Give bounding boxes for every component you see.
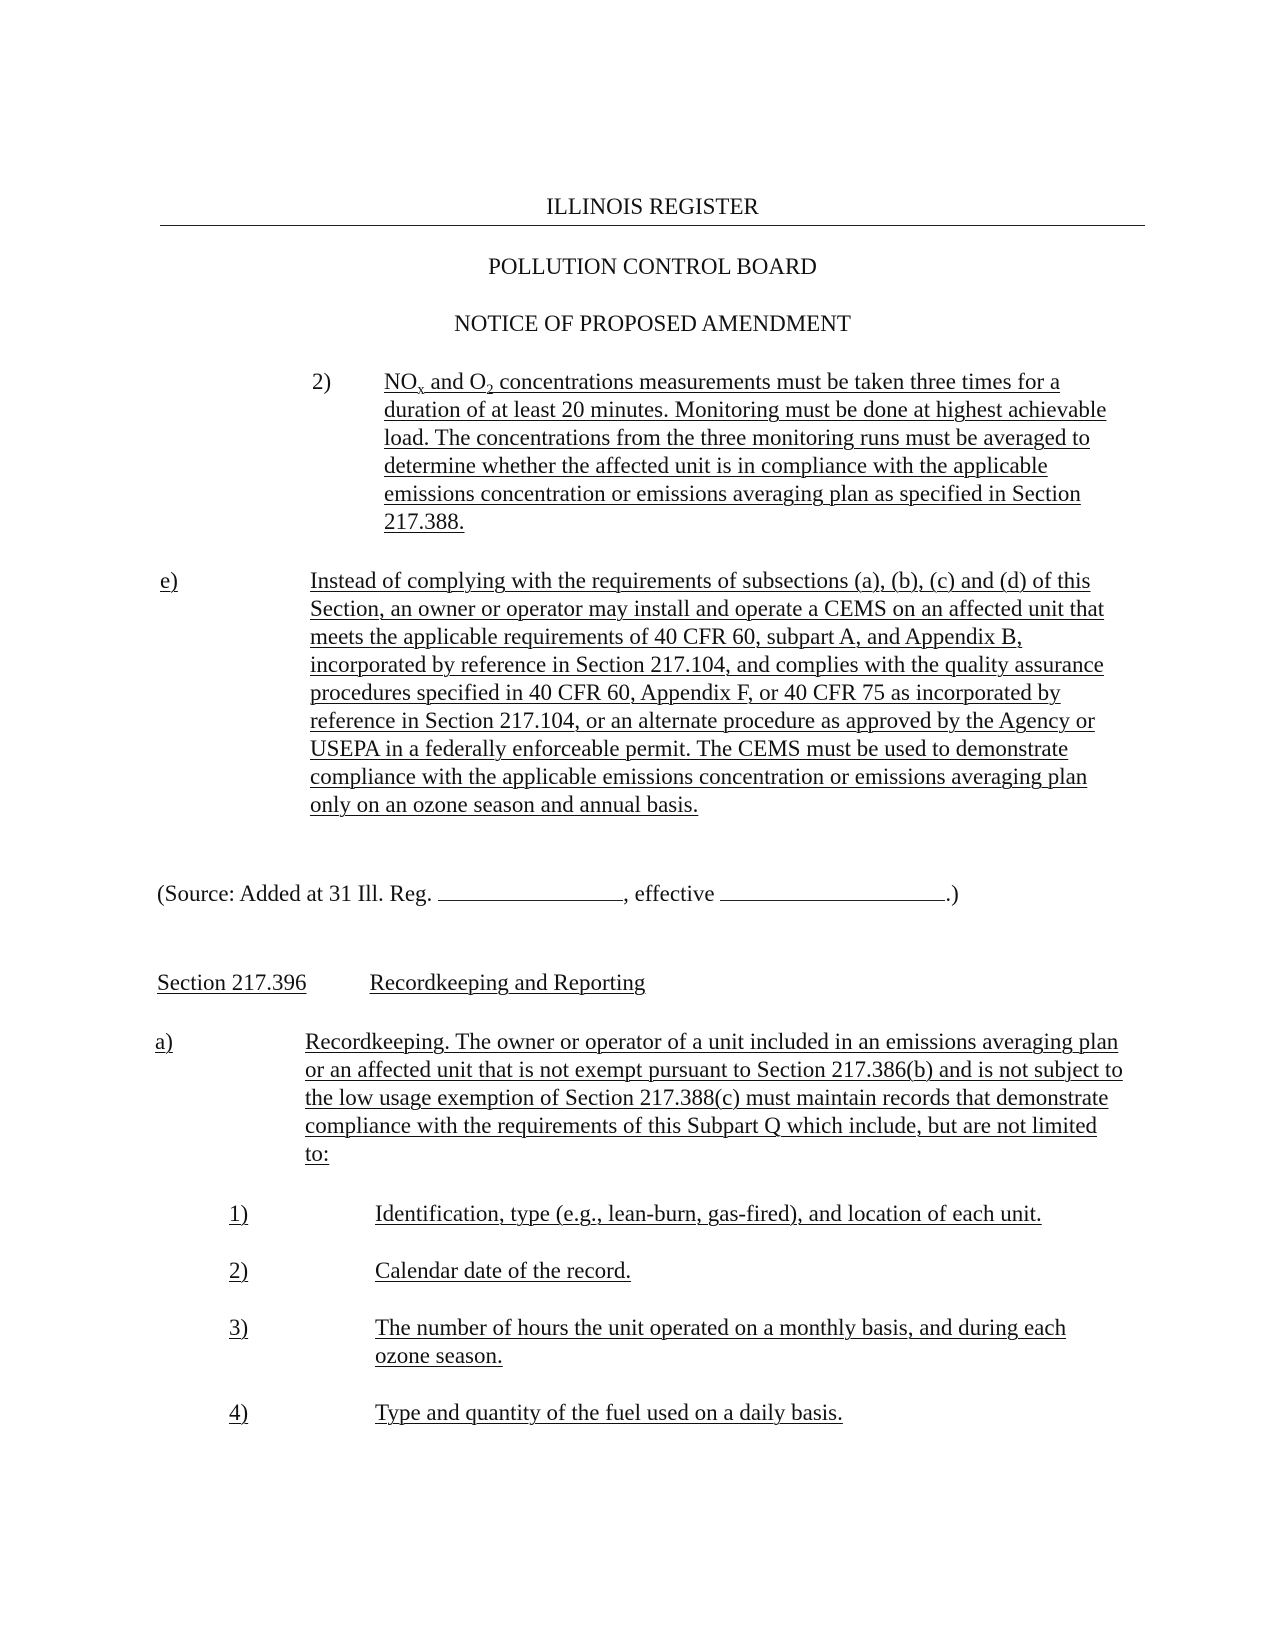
item-2-text: $NO_x$ and $O_2$ concentrations measurements must be taken three times for a duration of at least 20 minutes. Monitoring must be done at highest achievable load. The concentrations from the three monitoring runs must be averaged to determine whether the affected unit is in compliance with the applicable emissions concentration or emissions averaging plan as specified in Section 217.388. [384,369,1107,534]
board-title: POLLUTION CONTROL BOARD [488,254,817,279]
list-item-number: 4) [229,1400,249,1425]
item-number: 2) [312,369,332,394]
list-item-number: 1) [229,1201,249,1226]
item-a [155,1028,1123,1168]
list-item [229,1257,1122,1285]
item-e [160,567,1133,819]
item-e-text: Instead of complying with the requirements of subsections (a), (b), (c) and (d) of this Section, an owner or operator may install and operate a CEMS on an affected unit that meets the applicable requirements of 40 CFR 60, subpart A, and Appendix B, incorporated by reference in Section 217.104, and complies with the quality assurance procedures specified in 40 CFR 60, Appendix F, or 40 CFR 75 as incorporated by reference in Section 217.104, or an alternate procedure as approved by the Agency or USEPA in a federally enforceable permit. The CEMS must be used to demonstrate compliance with the applicable emissions concentration or emissions averaging plan only on an ozone season and annual basis. [310,568,1105,817]
section-number: Section 217.396 [157,970,307,995]
header-rule [160,225,1145,226]
item-e-number: e) [160,568,178,593]
list-item-number: 2) [229,1258,249,1283]
list-item-text: Identification, type (e.g., lean-burn, gas-fired), and location of each unit. [375,1201,1042,1226]
list-item [229,1314,1092,1370]
list-item [229,1399,1122,1427]
section-heading [157,969,645,997]
source-date-blank [438,880,623,901]
item-a-text: Recordkeeping. The owner or operator of a unit included in an emissions averaging plan or an affected unit that is not exempt pursuant to Section 217.386(b) and is not subject to the low usage exemption of Section 217.388(c) must maintain records that demonstrate compliance with the requirements of this Subpart Q which include, but are not limited to: [305,1029,1123,1166]
effective-date-blank [720,880,945,901]
register-title: ILLINOIS REGISTER [546,194,759,219]
list-item [229,1200,1122,1228]
item-a-number: a) [155,1029,173,1054]
list-item-text: Type and quantity of the fuel used on a daily basis. [375,1400,843,1425]
notice-title: NOTICE OF PROPOSED AMENDMENT [454,311,851,336]
list-item-text: The number of hours the unit operated on a monthly basis, and during each ozone season. [375,1315,1067,1368]
list-item-number: 3) [229,1315,249,1340]
section-title: Recordkeeping and Reporting [369,970,646,995]
list-item-text: Calendar date of the record. [375,1258,632,1283]
source-note: (Source: Added at 31 Ill. Reg. , effective .) [157,881,959,906]
